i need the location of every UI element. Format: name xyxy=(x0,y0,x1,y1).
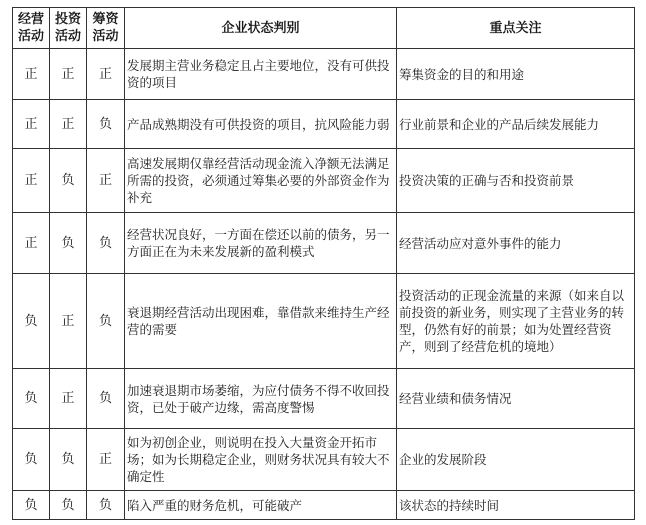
key-focus-cell: 投资活动的正现金流量的来源（如来自以前投资的新业务，则实现了主营业务的转型，仍然有好的前景；如为处置经营资产，则到了经营危机的境地） xyxy=(397,274,635,369)
header-operating-activity xyxy=(13,8,50,49)
table-row xyxy=(13,274,635,369)
financing-sign: 正 xyxy=(87,149,125,213)
operating-sign: 正 xyxy=(13,49,50,100)
operating-sign: 负 xyxy=(13,369,50,429)
table-row xyxy=(13,149,635,213)
status-judgment-cell: 陷入严重的财务危机，可能破产 xyxy=(125,491,397,520)
operating-sign: 负 xyxy=(13,429,50,491)
operating-sign: 正 xyxy=(13,149,50,213)
header-financing-activity xyxy=(87,8,125,49)
investing-sign: 负 xyxy=(50,149,87,213)
key-focus-cell: 经营业绩和债务情况 xyxy=(397,369,635,429)
header-key-focus: 重点关注 xyxy=(397,8,635,49)
key-focus-cell: 经营活动应对意外事件的能力 xyxy=(397,213,635,274)
table-row xyxy=(13,429,635,491)
financing-sign: 负 xyxy=(87,274,125,369)
investing-sign: 正 xyxy=(50,274,87,369)
operating-sign: 负 xyxy=(13,491,50,520)
table-header-row xyxy=(13,8,635,49)
investing-sign: 负 xyxy=(50,213,87,274)
operating-sign: 正 xyxy=(13,213,50,274)
status-judgment-cell: 加速衰退期市场萎缩，为应付债务不得不收回投资，已处于破产边缘，需高度警惕 xyxy=(125,369,397,429)
table-row xyxy=(13,369,635,429)
key-focus-cell: 筹集资金的目的和用途 xyxy=(397,49,635,100)
table-row xyxy=(13,213,635,274)
operating-sign: 正 xyxy=(13,100,50,149)
status-judgment-cell: 经营状况良好，一方面在偿还以前的债务，另一方面正在为未来发展新的盈利模式 xyxy=(125,213,397,274)
header-financing-line1: 筹资 xyxy=(92,12,119,27)
header-operating-line1: 经营 xyxy=(17,12,44,27)
investing-sign: 正 xyxy=(50,369,87,429)
financing-sign: 负 xyxy=(87,491,125,520)
key-focus-cell: 该状态的持续时间 xyxy=(397,491,635,520)
key-focus-cell: 投资决策的正确与否和投资前景 xyxy=(397,149,635,213)
header-investing-line1: 投资 xyxy=(54,12,81,27)
status-judgment-cell: 高速发展期仅靠经营活动现金流入净额无法满足所需的投资，必须通过筹集必要的外部资金作为补充 xyxy=(125,149,397,213)
investing-sign: 负 xyxy=(50,429,87,491)
operating-sign: 负 xyxy=(13,274,50,369)
status-judgment-cell: 发展期主营业务稳定且占主要地位，没有可供投资的项目 xyxy=(125,49,397,100)
table-row xyxy=(13,49,635,100)
investing-sign: 负 xyxy=(50,491,87,520)
investing-sign: 正 xyxy=(50,49,87,100)
header-financing-line2: 活动 xyxy=(92,29,119,44)
financing-sign: 负 xyxy=(87,100,125,149)
key-focus-cell: 企业的发展阶段 xyxy=(397,429,635,491)
key-focus-cell: 行业前景和企业的产品后续发展能力 xyxy=(397,100,635,149)
table-row xyxy=(13,100,635,149)
table-row xyxy=(13,491,635,520)
financing-sign: 正 xyxy=(87,49,125,100)
cash-flow-status-table xyxy=(12,7,635,520)
financing-sign: 负 xyxy=(87,369,125,429)
status-judgment-cell: 产品成熟期没有可供投资的项目，抗风险能力弱 xyxy=(125,100,397,149)
header-investing-line2: 活动 xyxy=(54,29,81,44)
status-judgment-cell: 衰退期经营活动出现困难，靠借款来维持生产经营的需要 xyxy=(125,274,397,369)
header-status-judgment: 企业状态判别 xyxy=(125,8,397,49)
status-judgment-cell: 如为初创企业，则说明在投入大量资金开拓市场；如为长期稳定企业，则财务状况具有较大不确定性 xyxy=(125,429,397,491)
investing-sign: 正 xyxy=(50,100,87,149)
financing-sign: 正 xyxy=(87,429,125,491)
header-operating-line2: 活动 xyxy=(17,29,44,44)
financing-sign: 负 xyxy=(87,213,125,274)
header-investing-activity xyxy=(50,8,87,49)
